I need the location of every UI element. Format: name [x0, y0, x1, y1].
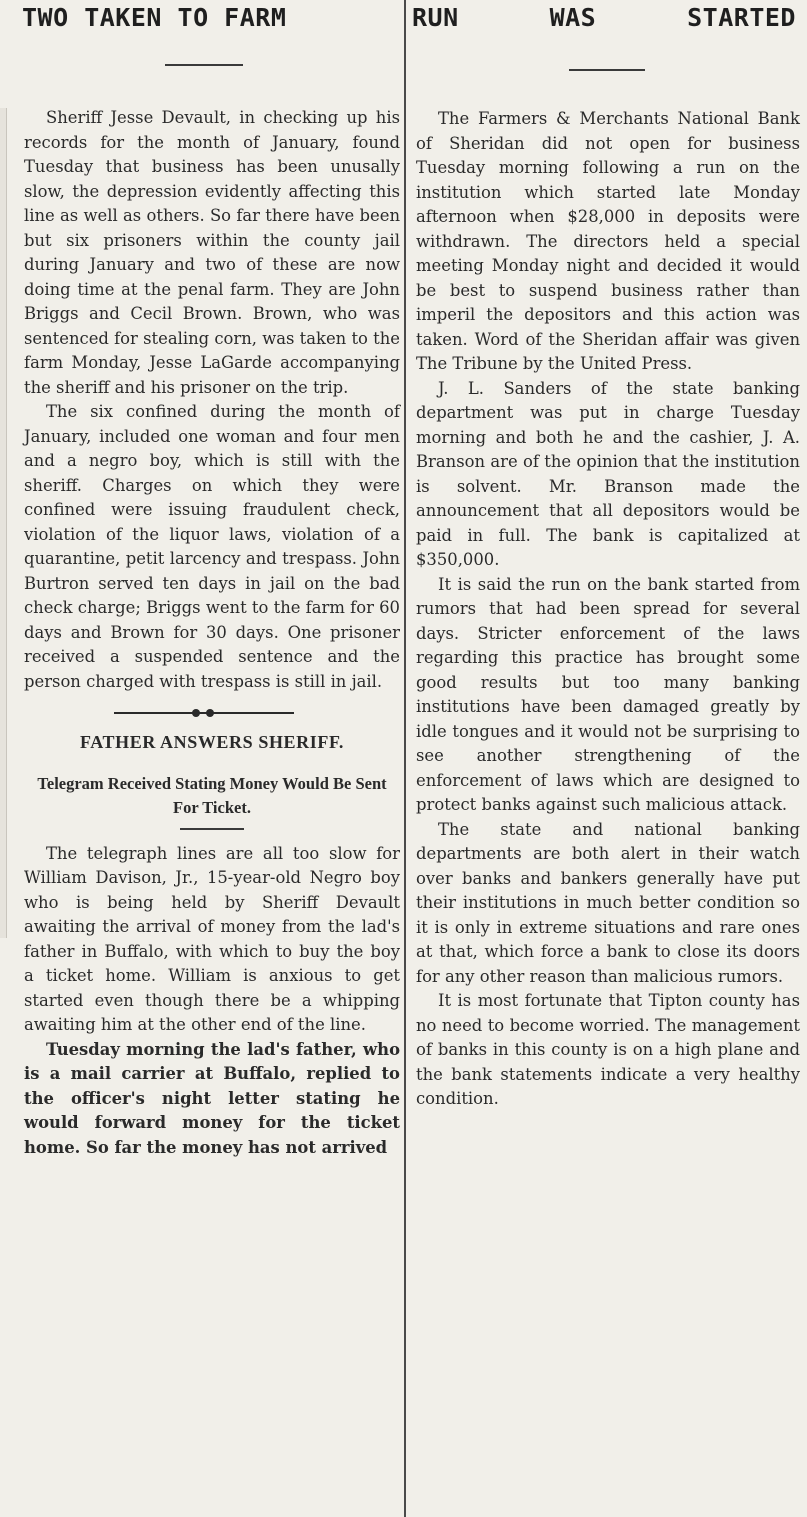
headline-run-was-started — [410, 2, 804, 34]
right-column — [410, 0, 804, 1112]
article-paragraph: The Farmers & Merchants National Bank of Sheridan did not open for business Tuesday morning following a run on the institution which started late Monday afternoon when $28,000 in deposits were withdrawn. The directors held a special meeting Monday night and decided it would be best to suspend business rather than imperil the depositors and this action was taken. Word of the Sheridan affair was given The Tribune by the United Press. — [416, 109, 800, 373]
article-paragraph: It is most fortunate that Tipton county has no need to become worried. The management of banks in this county is on a high plane and the bank statements indicate a very healthy condition. — [416, 991, 800, 1108]
article-paragraph: J. L. Sanders of the state banking department was put in charge Tuesday morning and both he and the cashier, J. A. Branson are of the opinion that the institution is solvent. Mr. Branson made the announcement that all depositors would be paid in full. The bank is capitalized at $350,000. — [416, 378, 800, 569]
article-paragraph: Tuesday morning the lad's father, who is a mail carrier at Buffalo, replied to the officer's night letter stating he would forward money for the ticket home. So far the money has not arrived — [24, 1039, 400, 1157]
headline-word: STARTED — [687, 3, 796, 32]
article-paragraph: It is said the run on the bank started from rumors that had been spread for several days. Stricter enforcement of the laws regarding this practice has brought some good results but too many banking institutions have been damaged greatly by idle tongues and it would not be surprising to see another strengthening of the enforcement of laws which are designed to protect banks against such malicious attack. — [416, 574, 800, 814]
headline-two-taken-to-farm: TWO TAKEN TO FARM — [22, 3, 287, 32]
article-father-answers — [6, 730, 402, 1160]
headline-word: WAS — [549, 3, 597, 32]
subhead-rule — [180, 828, 244, 830]
article-farm-body — [6, 106, 402, 694]
column-divider — [404, 0, 406, 1517]
headline-rule — [569, 69, 645, 71]
article-paragraph: The telegraph lines are all too slow for William Davison, Jr., 15-year-old Negro boy who is being held by Sheriff Devault awaiting the arrival of money from the lad's father in Buffalo, with which to buy the boy a ticket home. William is anxious to get started even though there be a whipping awaiting him at the other end of the line. — [24, 843, 400, 1034]
decorative-separator — [114, 708, 294, 718]
headline-word: RUN — [412, 3, 459, 32]
article2-headline: FATHER ANSWERS SHERIFF. — [79, 732, 345, 752]
article-paragraph: The state and national banking departments are both alert in their watch over banks and bankers generally have put their institutions in much better condition so it is only in extreme situations and rare ones at that, which force a bank to close its doors for any other reason than malicious rumors. — [416, 819, 800, 986]
left-column — [6, 0, 402, 1160]
article-paragraph: The six confined during the month of January, included one woman and four men and a negro boy, which is still with the sheriff. Charges on which they were confined were issuing fraudulent check, violation of the liquor laws, violation of a quarantine, petit larcency and trespass. John Burtron served ten days in jail on the bad check charge; Briggs went to the farm for 60 days and Brown for 30 days. One prisoner received a suspended sentence and the person charged with trespass is still in jail. — [24, 402, 400, 691]
article2-subheadline: Telegram Received Stating Money Would Be Sent For Ticket. — [37, 774, 387, 817]
headline-rule — [165, 64, 243, 66]
article-paragraph: Sheriff Jesse Devault, in checking up his records for the month of January, found Tuesday that business has been unusally slow, the depression evidently affecting this line as well as others. So far there have been but six prisoners within the county jail during January and two of these are now doing time at the penal farm. They are John Briggs and Cecil Brown. Brown, who was sentenced for stealing corn, was taken to the farm Monday, Jesse LaGarde accompanying the sheriff and his prisoner on the trip. — [24, 108, 400, 397]
article-bank-run-body — [410, 107, 804, 1112]
